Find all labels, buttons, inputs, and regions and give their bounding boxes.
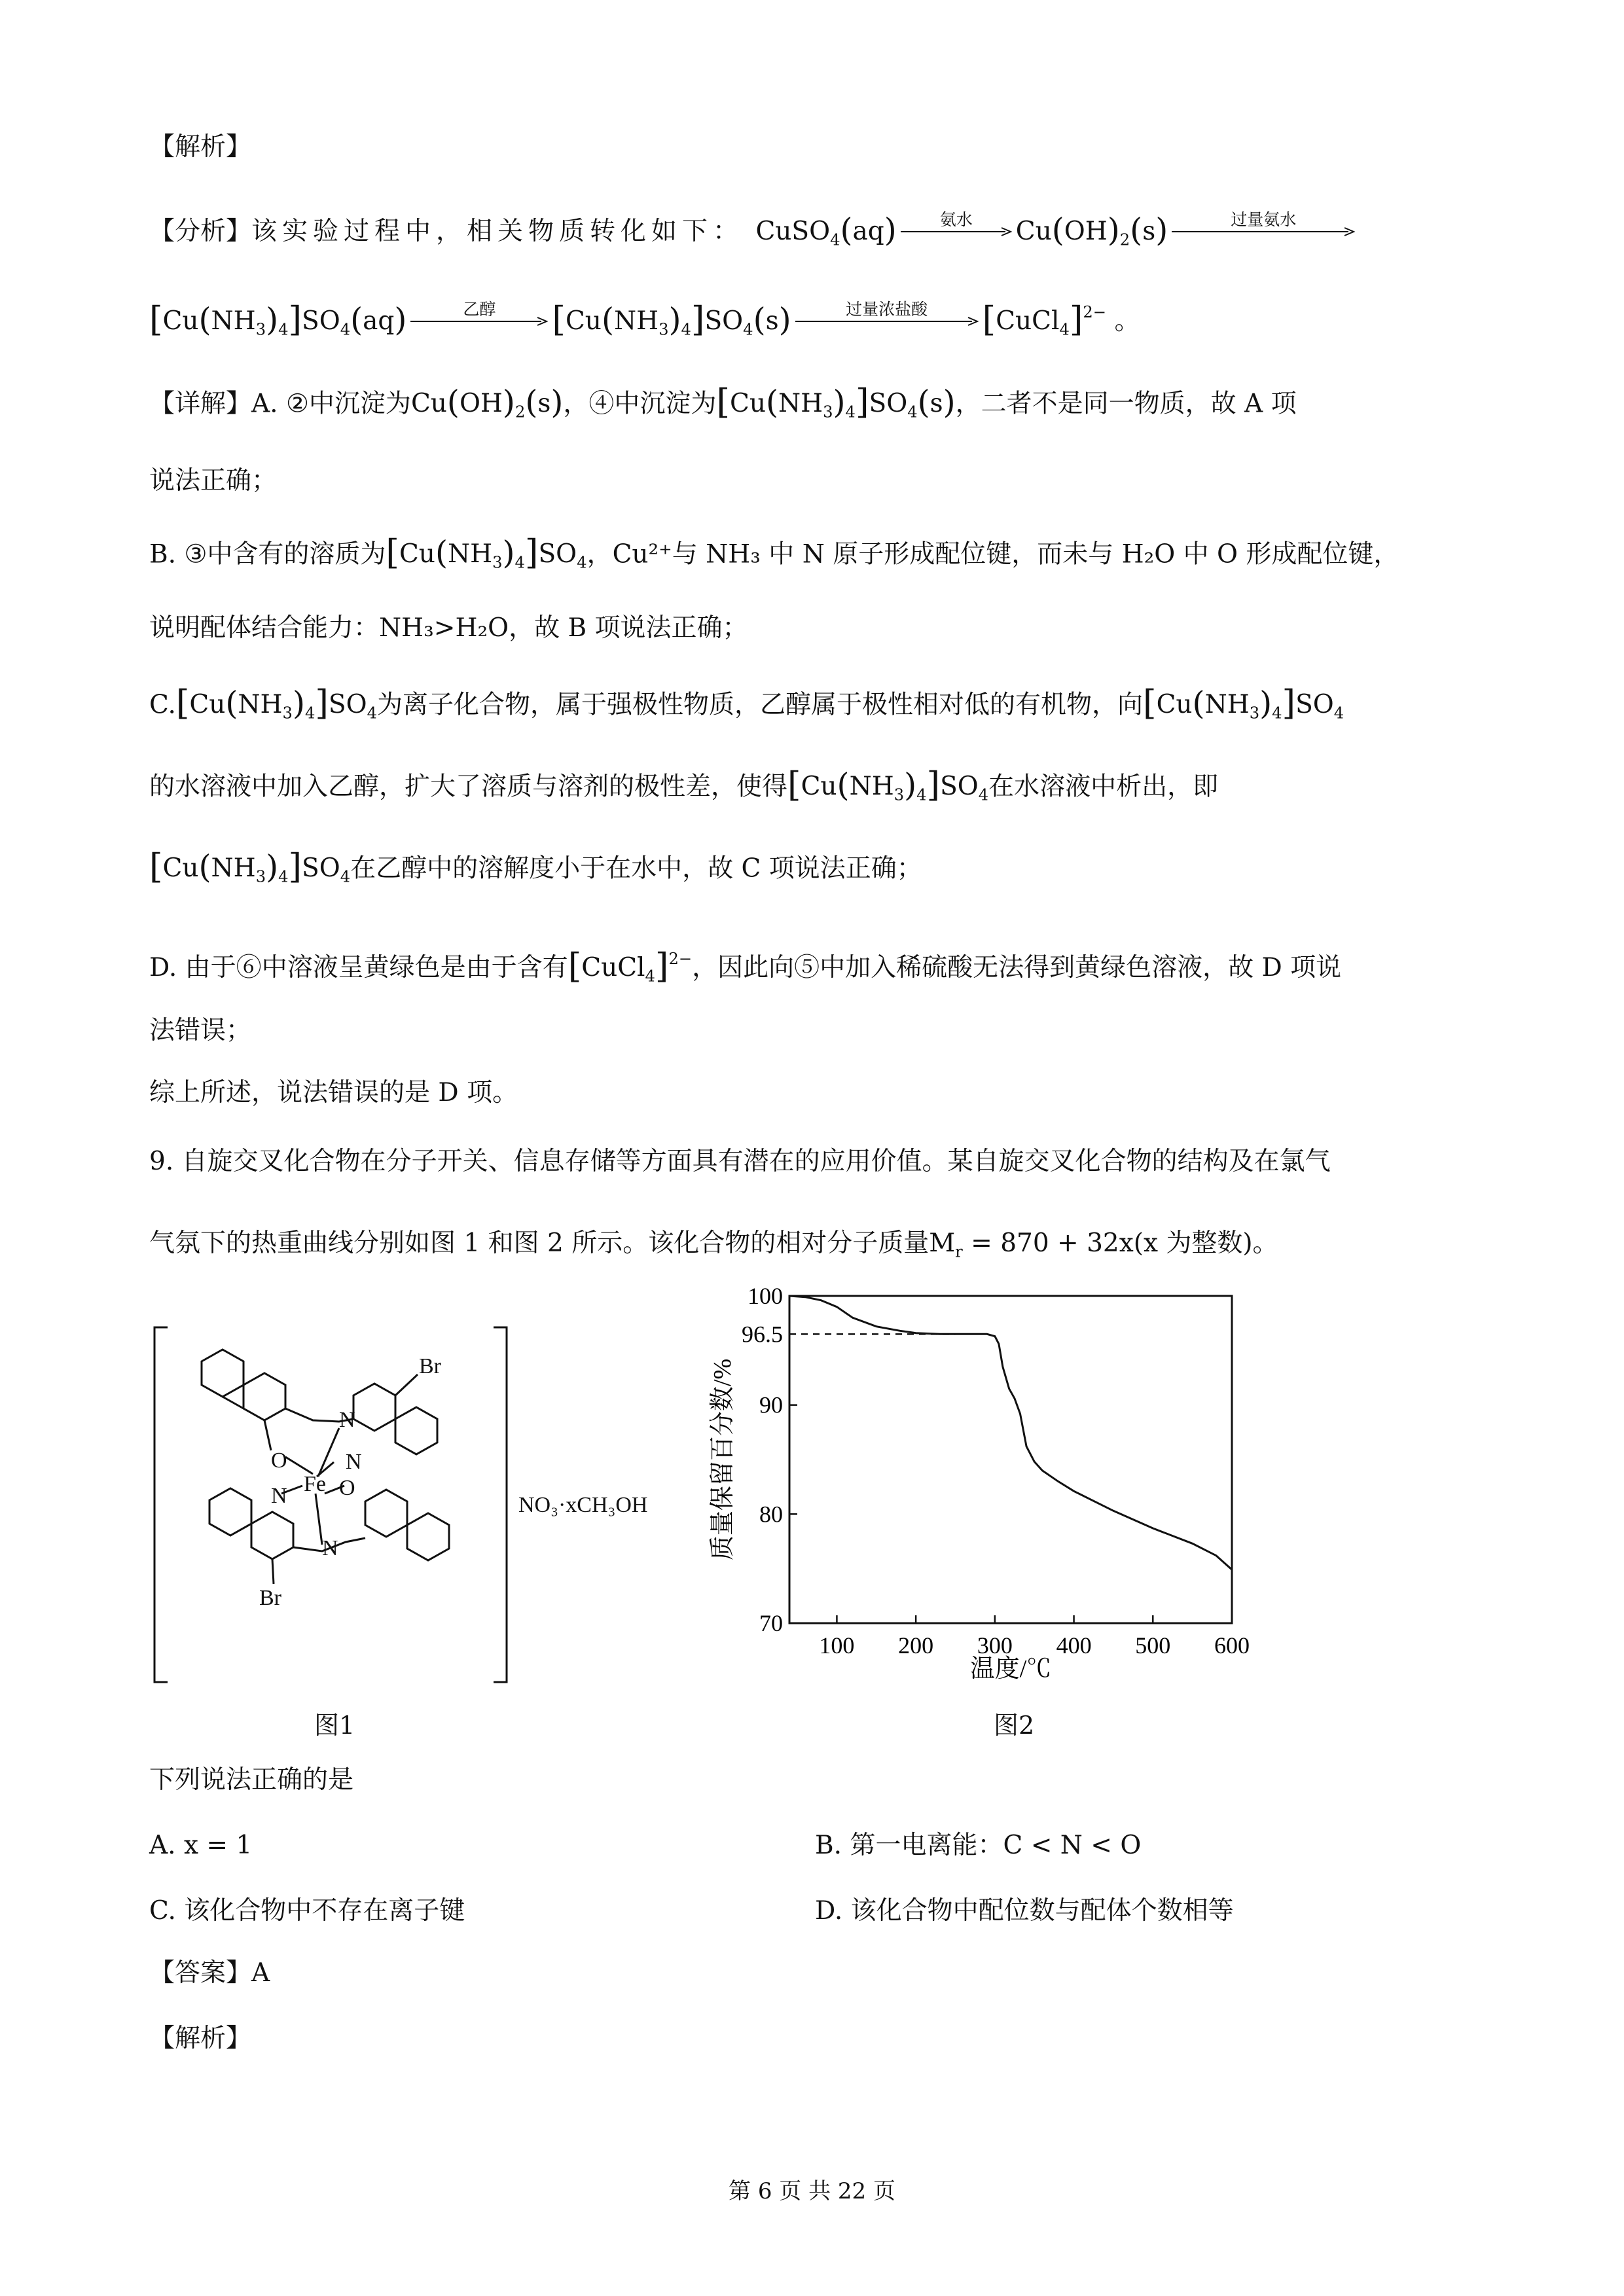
formula-cuoh2-s: $Cu(OH)_2(s)$ — [410, 384, 564, 422]
formula-complex: $[Cu(NH_3)_4]SO_4$ — [386, 533, 587, 573]
ring-naphthyl-lower-b — [407, 1513, 449, 1560]
formula-complex-aq: $[Cu(NH_3)_4]SO_4(aq)$ — [149, 299, 407, 340]
formula-cucl4: [CuCl$_4$]$^{2-}$ — [568, 946, 693, 986]
formula-complex: $[Cu(NH_3)_4]SO_4$ — [149, 847, 351, 887]
detail-label: 【详解】 — [149, 389, 252, 419]
detail-c-line2b: 在水溶液中析出，即 — [988, 772, 1219, 802]
formula-cuso4-aq: CuSO$_4$(aq) — [755, 212, 897, 249]
detail-a-mid: ，④中沉淀为 — [563, 389, 717, 419]
page-footer: 第 6 页 共 22 页 — [729, 2178, 895, 2204]
counter-ion: NO₃·xCH₃OH — [518, 1493, 648, 1517]
q9-line-2 — [149, 1224, 1278, 1271]
detail-b-line-2: 说明配体结合能力：NH₃>H₂O，故 B 项说法正确； — [149, 613, 748, 643]
plot-frame — [789, 1296, 1232, 1623]
detail-b-line-1 — [149, 533, 1399, 583]
reaction-arrow: 过量浓盐酸 — [795, 304, 979, 331]
figure-1-structure — [149, 1322, 725, 1689]
atom-br-upper: Br — [419, 1354, 441, 1378]
annotation-label: 96.5 — [742, 1321, 783, 1348]
bracket-right — [494, 1327, 507, 1682]
detail-d-prefix: D. 由于⑥中溶液呈黄绿色是由于含有 — [149, 953, 568, 983]
q9-line-1: 9. 自旋交叉化合物在分子开关、信息存储等方面具有潜在的应用价值。某自旋交叉化合物的结构及在氯气 — [149, 1147, 1331, 1176]
figure-2-caption: 图2 — [994, 1711, 1035, 1740]
detail-a-line-1 — [149, 383, 1297, 432]
detail-c-mid: 为离子化合物，属于强极性物质，乙醇属于极性相对低的有机物，向 — [377, 690, 1144, 720]
series-tg-line — [789, 1296, 1232, 1570]
formula-complex-s: $[Cu(NH_3)_4]SO_4(s)$ — [552, 299, 791, 340]
detail-d-suffix: ，因此向⑤中加入稀硫酸无法得到黄绿色溶液，故 D 项说 — [692, 953, 1342, 983]
reaction-arrow: 乙醇 — [410, 304, 548, 331]
atom-n-upper-ring: N — [346, 1450, 362, 1474]
jiexi-heading: 【解析】 — [149, 132, 252, 162]
formula-complex: $[Cu(NH_3)_4]SO_4$ — [1143, 683, 1344, 723]
ring-naphthyl-lower-a — [365, 1490, 407, 1537]
option-b[interactable]: B. 第一电离能：C < N < O — [815, 1831, 1142, 1860]
q9-line2a: 气氛下的热重曲线分别如图 1 和图 2 所示。该化合物的相对分子质量 — [149, 1229, 929, 1258]
q9-jiexi: 【解析】 — [149, 2024, 252, 2053]
x-axis-label: 温度/℃ — [969, 1655, 1052, 1683]
y-tick-label: 80 — [759, 1501, 783, 1528]
detail-c-line2a: 的水溶液中加入乙醇，扩大了溶质与溶剂的极性差，使得 — [149, 772, 788, 802]
ring-quinoline-lower-a — [209, 1488, 251, 1535]
detail-summary: 综上所述，说法错误的是 D 项。 — [149, 1078, 518, 1107]
atom-o-upper: O — [271, 1448, 287, 1473]
y-tick-label: 100 — [748, 1283, 783, 1309]
ring-quinoline-upper-a — [353, 1384, 395, 1431]
y-tick-label: 90 — [759, 1391, 783, 1418]
detail-d-line-2: 法错误； — [149, 1016, 252, 1045]
formula-complex: $[Cu(NH_3)_4]SO_4$ — [175, 683, 377, 723]
x-tick-label: 100 — [819, 1632, 855, 1659]
atom-o-lower: O — [339, 1476, 355, 1500]
atom-n-upper-imine: N — [339, 1408, 355, 1432]
detail-b-mid: ，Cu²⁺与 NH₃ 中 N 原子形成配位键，而未与 H₂O 中 O 形成配位键， — [586, 539, 1399, 569]
detail-c-line-1 — [149, 684, 1344, 733]
detail-c-line-3 — [149, 848, 922, 897]
q9-line2b: (x 为整数)。 — [1133, 1229, 1278, 1258]
analysis-line-1 — [149, 211, 1359, 260]
q9-answer: 【答案】A — [149, 1958, 270, 1988]
analysis-text: 该实验过程中，相关物质转化如下： — [251, 217, 744, 247]
formula-cucl4: [CuCl$_4$]$^{2-}$ — [982, 299, 1107, 340]
formula-complex-s: $[Cu(NH_3)_4]SO_4(s)$ — [716, 382, 956, 422]
detail-a-prefix: A. ②中沉淀为 — [251, 389, 411, 419]
formula-cuoh2-s: $Cu(OH)_2(s)$ — [1015, 212, 1168, 249]
analysis-line-2 — [149, 293, 1140, 350]
formula-complex: $[Cu(NH_3)_4]SO_4$ — [787, 765, 989, 805]
atom-fe: Fe — [304, 1472, 326, 1496]
figure-2-chart — [700, 1276, 1290, 1695]
ring-quinoline-lower-b — [251, 1512, 293, 1559]
x-tick-label: 300 — [977, 1632, 1013, 1659]
option-c[interactable]: C. 该化合物中不存在离子键 — [149, 1896, 465, 1926]
atom-br-lower: Br — [259, 1586, 281, 1610]
option-a[interactable]: A. x = 1 — [149, 1831, 253, 1860]
detail-d-line-1 — [149, 939, 1341, 996]
y-axis-label: 质量保留百分数/% — [709, 1358, 736, 1561]
figure-1-caption: 图1 — [314, 1711, 355, 1740]
ring-quinoline-upper-b — [395, 1407, 437, 1454]
detail-c-line-2 — [149, 766, 1218, 815]
ring-naphthyl-upper-b — [244, 1373, 285, 1420]
q9-prompt: 下列说法正确的是 — [149, 1765, 354, 1795]
detail-a-suffix: ，二者不是同一物质，故 A 项 — [955, 389, 1297, 419]
atom-n-lower-imine: N — [322, 1536, 338, 1560]
detail-c-line3: 在乙醇中的溶解度小于在水中，故 C 项说法正确； — [350, 853, 922, 884]
x-tick-label: 500 — [1135, 1632, 1171, 1659]
end-punct: 。 — [1114, 306, 1140, 336]
x-tick-label: 600 — [1214, 1632, 1250, 1659]
analysis-label: 【分析】 — [149, 217, 252, 247]
detail-c-prefix: C. — [149, 690, 176, 720]
option-d[interactable]: D. 该化合物中配位数与配体个数相等 — [815, 1896, 1234, 1926]
y-tick-label: 70 — [759, 1610, 783, 1636]
formula-mr: $M_r = 870 + 32x$ — [929, 1229, 1134, 1261]
reaction-arrow: 氨水 — [901, 215, 1012, 241]
bracket-left — [154, 1327, 168, 1682]
x-tick-label: 200 — [898, 1632, 934, 1659]
x-tick-label: 400 — [1056, 1632, 1092, 1659]
ring-naphthyl-upper-a — [202, 1350, 244, 1397]
detail-b-prefix: B. ③中含有的溶质为 — [149, 539, 386, 569]
atom-n-lower-ring: N — [271, 1484, 287, 1508]
reaction-arrow: 过量氨水 — [1172, 215, 1355, 241]
detail-a-line-2: 说法正确； — [149, 466, 278, 495]
